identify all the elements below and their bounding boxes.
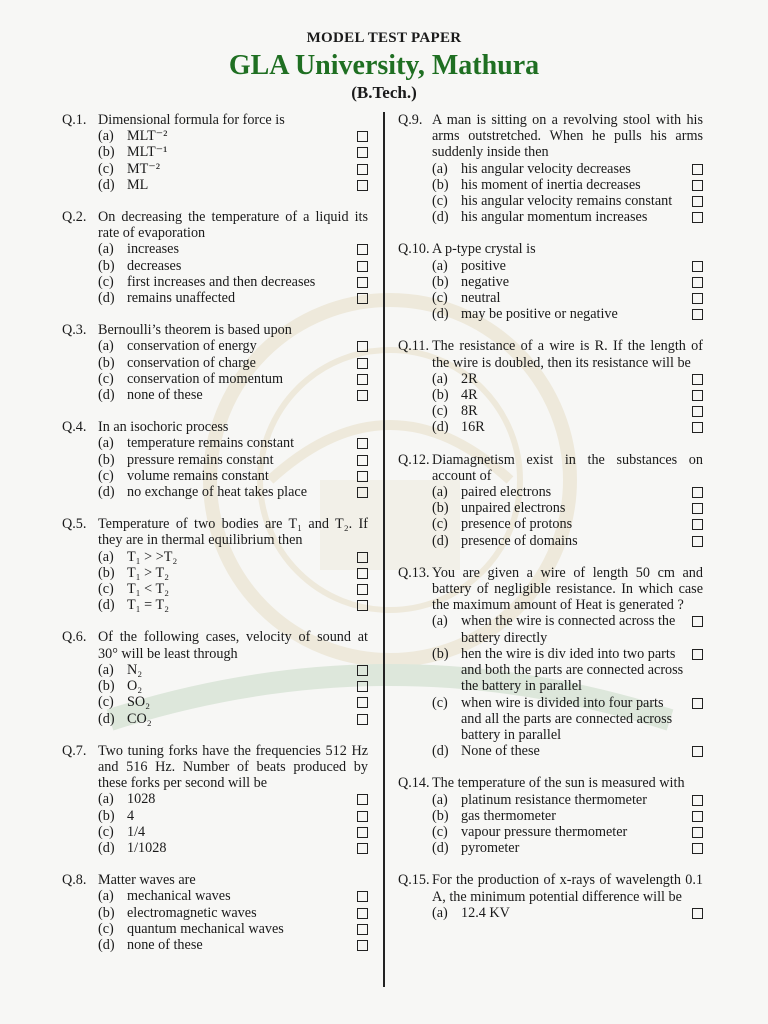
option-label: (c) [98,370,114,387]
question-text: Dimensional formula for force is [98,112,285,128]
option-label: (a) [98,888,114,905]
answer-checkbox[interactable] [357,843,368,854]
option-text: MLT⁻² [127,128,168,145]
question-number: Q.14. [398,775,430,792]
answer-checkbox[interactable] [357,940,368,951]
option-label: (b) [98,354,115,371]
option-label: (a) [98,128,114,145]
answer-option[interactable] [432,840,703,856]
option-text: 16R [461,419,485,436]
option-text: pressure remains constant [127,451,274,468]
option-label: (d) [98,484,115,501]
answer-option[interactable] [432,258,703,274]
answer-option[interactable] [98,549,368,565]
answer-checkbox[interactable] [692,374,703,385]
option-text: MT⁻² [127,160,161,177]
option-text: hen the wire is div ided into two parts and both the parts are connected across the battery in parallel [461,645,684,695]
option-text: none of these [127,936,203,953]
option-text: None of these [461,743,540,760]
option-text: first increases and then decreases [127,273,316,290]
option-text: conservation of energy [127,338,257,355]
option-label: (d) [98,936,115,953]
answer-option[interactable] [98,128,368,144]
answer-checkbox[interactable] [692,261,703,272]
question-text: Matter waves are [98,872,196,889]
answer-option[interactable] [432,193,703,209]
answer-checkbox[interactable] [692,293,703,304]
answer-checkbox[interactable] [357,147,368,158]
question-number: Q.4. [62,419,87,436]
option-label: (d) [432,419,449,436]
answer-option[interactable] [98,290,368,306]
answer-option[interactable] [98,274,368,290]
answer-option[interactable] [432,209,703,225]
answer-option[interactable] [432,743,703,759]
answer-checkbox[interactable] [692,536,703,547]
option-label: (b) [432,645,449,662]
option-label: (a) [432,484,448,501]
answer-option[interactable] [98,468,368,484]
option-label: (b) [432,807,449,824]
answer-option[interactable] [98,161,368,177]
answer-checkbox[interactable] [692,649,703,660]
question-text: Two tuning forks have the frequencies 512 Hz and 516 Hz. Number of beats produced by these forks per second will be [98,742,368,792]
answer-checkbox[interactable] [357,487,368,498]
right-column [398,112,703,921]
option-text: vapour pressure thermometer [461,823,628,840]
answer-checkbox[interactable] [692,503,703,514]
option-label: (b) [98,257,115,274]
answer-option[interactable] [432,306,703,322]
option-text: 2R [461,370,478,387]
option-label: (a) [98,548,114,565]
answer-option[interactable] [432,387,703,403]
answer-option[interactable] [98,840,368,856]
answer-checkbox[interactable] [357,697,368,708]
option-text: presence of protons [461,516,573,533]
answer-option[interactable] [98,581,368,597]
option-label: (b) [432,387,449,404]
answer-option[interactable] [98,711,368,727]
option-label: (c) [98,694,114,711]
answer-option[interactable] [432,371,703,387]
answer-checkbox[interactable] [357,358,368,369]
option-text: paired electrons [461,484,552,501]
answer-checkbox[interactable] [692,196,703,207]
option-text: his moment of inertia decreases [461,176,641,193]
answer-checkbox[interactable] [357,390,368,401]
option-text: pyrometer [461,840,520,857]
answer-checkbox[interactable] [357,891,368,902]
answer-option[interactable] [432,533,703,549]
question-text: Bernoulli’s theorem is based upon [98,322,292,339]
question-text: For the production of x-rays of wavelength 0.1 A, the minimum potential difference will be [432,872,703,905]
option-text: when the wire is connected across the battery directly [461,613,676,646]
option-text: electromagnetic waves [127,904,257,921]
answer-option[interactable] [432,403,703,419]
answer-checkbox[interactable] [357,374,368,385]
option-label: (c) [432,823,448,840]
option-text: T₁ < T₂ [127,581,170,598]
answer-option[interactable] [432,792,703,808]
answer-option[interactable] [98,905,368,921]
option-text: 12.4 KV [461,904,510,921]
answer-checkbox[interactable] [357,131,368,142]
option-label: (b) [432,273,449,290]
answer-checkbox[interactable] [692,811,703,822]
option-label: (d) [432,840,449,857]
question-item [62,629,368,726]
option-label: (c) [98,581,114,598]
answer-option[interactable] [432,516,703,532]
option-label: (c) [432,694,448,711]
answer-option[interactable] [98,824,368,840]
option-label: (a) [98,435,114,452]
column-divider [383,112,385,987]
option-text: mechanical waves [127,888,231,905]
question-item [62,112,368,193]
answer-checkbox[interactable] [692,487,703,498]
answer-option[interactable] [98,678,368,694]
option-text: volume remains constant [127,467,269,484]
question-text: On decreasing the temperature of a liquid its rate of evaporation [98,209,368,242]
option-text: neutral [461,290,501,307]
question-item [62,322,368,403]
option-label: (d) [98,839,115,856]
answer-checkbox[interactable] [692,908,703,919]
question-item [62,743,368,856]
answer-option[interactable] [98,921,368,937]
answer-option[interactable] [98,177,368,193]
question-text: Temperature of two bodies are T₁ and T₂. If they are in thermal equilibrium then [98,516,368,549]
answer-option[interactable] [98,452,368,468]
option-label: (a) [432,791,448,808]
option-label: (b) [98,451,115,468]
option-label: (b) [432,500,449,517]
answer-checkbox[interactable] [692,164,703,175]
header [0,30,768,103]
answer-option[interactable] [98,338,368,354]
question-number: Q.10. [398,241,430,258]
option-text: negative [461,273,510,290]
option-label: (b) [98,678,115,695]
option-text: T₁ = T₂ [127,597,170,614]
option-label: (c) [432,193,448,210]
answer-checkbox[interactable] [357,180,368,191]
answer-option[interactable] [432,500,703,516]
answer-checkbox[interactable] [692,698,703,709]
answer-checkbox[interactable] [357,438,368,449]
option-text: N₂ [127,661,143,678]
option-text: O₂ [127,678,143,695]
option-label: (d) [98,290,115,307]
question-text: A p-type crystal is [432,241,536,258]
answer-option[interactable] [432,484,703,500]
answer-option[interactable] [98,435,368,451]
option-text: may be positive or negative [461,306,618,323]
answer-checkbox[interactable] [692,843,703,854]
answer-option[interactable] [432,290,703,306]
option-label: (a) [432,904,448,921]
answer-option[interactable] [432,808,703,824]
answer-checkbox[interactable] [692,390,703,401]
option-label: (c) [432,403,448,420]
answer-checkbox[interactable] [357,714,368,725]
answer-checkbox[interactable] [692,406,703,417]
answer-option[interactable] [432,419,703,435]
option-label: (d) [98,176,115,193]
question-number: Q.12. [398,451,430,468]
answer-checkbox[interactable] [692,180,703,191]
question-item [62,516,368,613]
option-label: (d) [432,209,449,226]
option-text: CO₂ [127,710,152,727]
answer-checkbox[interactable] [692,795,703,806]
question-text: The resistance of a wire is R. If the length of the wire is doubled, then its resistance will be [432,338,703,371]
option-text: his angular velocity decreases [461,160,631,177]
question-text: Diamagnetism exist in the substances on account of [432,451,703,484]
option-text: his angular momentum increases [461,209,648,226]
question-number: Q.6. [62,629,87,646]
answer-option[interactable] [98,371,368,387]
answer-option[interactable] [98,241,368,257]
question-text: Of the following cases, velocity of sound at 30° will be least through [98,629,368,662]
question-number: Q.9. [398,112,423,128]
question-text: The temperature of the sun is measured with [432,775,685,792]
option-label: (b) [98,904,115,921]
question-number: Q.11. [398,338,430,355]
answer-option[interactable] [98,662,368,678]
question-item [62,872,368,953]
answer-option[interactable] [432,695,703,744]
answer-option[interactable] [432,905,703,921]
option-label: (a) [98,791,114,808]
option-label: (a) [98,241,114,258]
option-text: temperature remains constant [127,435,295,452]
answer-checkbox[interactable] [357,584,368,595]
option-text: 4 [127,807,135,824]
answer-checkbox[interactable] [357,811,368,822]
option-text: when wire is divided into four parts and all the parts are connected across battery in parallel [461,694,673,743]
option-text: conservation of momentum [127,370,284,387]
option-label: (d) [432,306,449,323]
option-label: (a) [98,661,114,678]
option-text: none of these [127,387,203,404]
option-text: conservation of charge [127,354,256,371]
answer-checkbox[interactable] [692,422,703,433]
question-item [62,209,368,306]
answer-option[interactable] [432,646,703,695]
option-label: (d) [432,743,449,760]
option-text: 4R [461,387,478,404]
option-label: (c) [98,823,114,840]
option-label: (b) [98,807,115,824]
option-text: remains unaffected [127,290,236,307]
answer-checkbox[interactable] [357,244,368,255]
answer-checkbox[interactable] [692,519,703,530]
answer-checkbox[interactable] [357,455,368,466]
answer-option[interactable] [98,888,368,904]
answer-option[interactable] [98,791,368,807]
question-text: In an isochoric process [98,419,229,436]
question-number: Q.2. [62,209,87,226]
option-label: (b) [432,176,449,193]
option-label: (c) [98,467,114,484]
option-label: (c) [432,290,448,307]
option-text: 8R [461,403,478,420]
option-text: positive [461,257,506,274]
option-text: ML [127,176,149,193]
answer-checkbox[interactable] [357,794,368,805]
answer-checkbox[interactable] [692,746,703,757]
answer-checkbox[interactable] [357,568,368,579]
option-text: platinum resistance thermometer [461,791,647,808]
option-label: (a) [432,613,448,630]
answer-option[interactable] [98,597,368,613]
option-label: (a) [98,338,114,355]
left-column [62,112,368,953]
option-label: (a) [432,370,448,387]
answer-checkbox[interactable] [357,924,368,935]
answer-option[interactable] [98,258,368,274]
question-number: Q.15. [398,872,430,889]
option-label: (d) [98,597,115,614]
option-text: SO₂ [127,694,151,711]
question-item [398,452,703,549]
answer-checkbox[interactable] [357,681,368,692]
answer-checkbox[interactable] [692,309,703,320]
answer-checkbox[interactable] [357,471,368,482]
answer-checkbox[interactable] [357,164,368,175]
paper-type: MODEL TEST PAPER [306,30,462,46]
answer-option[interactable] [98,808,368,824]
question-number: Q.1. [62,112,87,128]
answer-checkbox[interactable] [357,665,368,676]
answer-checkbox[interactable] [357,261,368,272]
answer-option[interactable] [98,144,368,160]
answer-checkbox[interactable] [692,277,703,288]
answer-option[interactable] [432,161,703,177]
question-item [398,775,703,856]
option-text: 1/1028 [127,839,167,856]
answer-checkbox[interactable] [357,277,368,288]
option-label: (d) [98,387,115,404]
answer-option[interactable] [98,387,368,403]
answer-option[interactable] [98,355,368,371]
option-text: T₁ > T₂ [127,564,170,581]
option-text: presence of domains [461,532,578,549]
option-label: (a) [432,160,448,177]
answer-checkbox[interactable] [692,827,703,838]
question-number: Q.3. [62,322,87,339]
option-text: T₁ > >T₂ [127,548,178,565]
answer-checkbox[interactable] [357,827,368,838]
answer-checkbox[interactable] [357,341,368,352]
answer-checkbox[interactable] [692,616,703,627]
question-item [398,338,703,435]
option-text: gas thermometer [461,807,556,824]
question-number: Q.8. [62,872,87,889]
question-text: A man is sitting on a revolving stool with his arms outstretched. When he pulls his arms suddenly inside then [432,112,703,161]
option-text: 1/4 [127,823,146,840]
option-text: increases [127,241,179,258]
answer-checkbox[interactable] [692,212,703,223]
option-label: (b) [98,564,115,581]
option-text: MLT⁻¹ [127,144,168,161]
option-text: his angular velocity remains constant [461,193,673,210]
option-text: 1028 [127,791,156,808]
question-item [398,565,703,759]
answer-checkbox[interactable] [357,600,368,611]
university-title: GLA University, Mathura [228,50,540,81]
option-label: (a) [432,257,448,274]
answer-checkbox[interactable] [357,293,368,304]
question-number: Q.5. [62,516,87,533]
course-name: (B.Tech.) [351,83,417,102]
answer-checkbox[interactable] [357,908,368,919]
option-label: (b) [98,144,115,161]
answer-option[interactable] [98,937,368,953]
answer-option[interactable] [98,694,368,710]
question-item [398,241,703,322]
option-label: (d) [432,532,449,549]
question-item [398,872,703,921]
option-text: no exchange of heat takes place [127,484,308,501]
option-label: (c) [432,516,448,533]
answer-option[interactable] [432,177,703,193]
question-number: Q.13. [398,564,430,581]
option-text: decreases [127,257,182,274]
answer-option[interactable] [432,613,703,645]
answer-option[interactable] [98,484,368,500]
option-label: (d) [98,710,115,727]
option-text: unpaired electrons [461,500,566,517]
question-item [398,112,703,225]
option-label: (c) [98,273,114,290]
question-item [62,419,368,500]
question-text: You are given a wire of length 50 cm and battery of negligible resistance. In which case the maximum amount of Heat is generated ? [432,564,703,614]
option-label: (c) [98,920,114,937]
question-number: Q.7. [62,742,87,759]
answer-option[interactable] [432,824,703,840]
answer-option[interactable] [98,565,368,581]
option-label: (c) [98,160,114,177]
answer-checkbox[interactable] [357,552,368,563]
answer-option[interactable] [432,274,703,290]
option-text: quantum mechanical waves [127,920,284,937]
